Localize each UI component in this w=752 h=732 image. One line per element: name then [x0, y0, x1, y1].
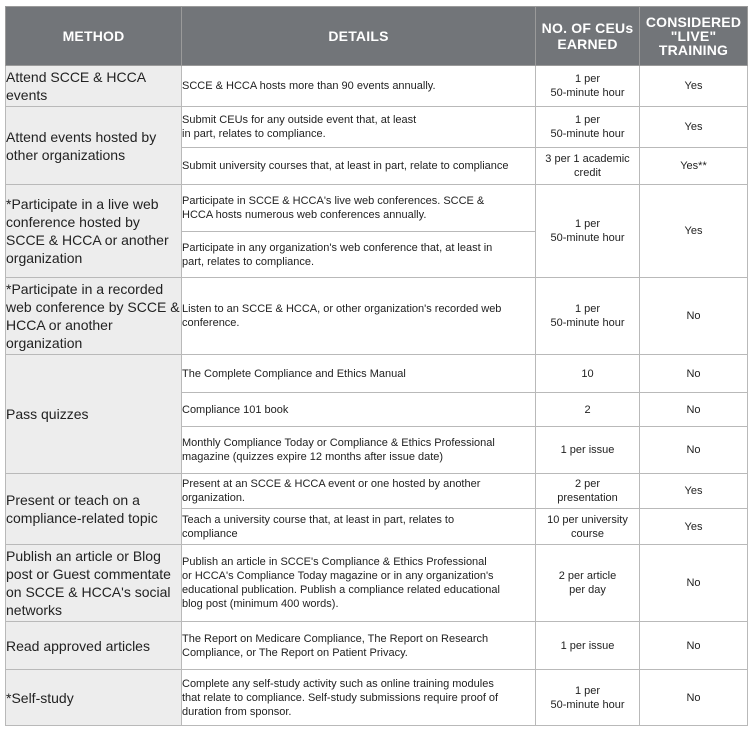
method-attend-scce-hcca-events: Attend SCCE & HCCA events: [6, 66, 182, 107]
table-row: [6, 185, 748, 232]
table-row: [6, 545, 748, 622]
table-row: [6, 670, 748, 726]
details-cell: Listen to an SCCE & HCCA, or other organization's recorded web conference.: [182, 278, 536, 355]
ceus-cell: 1 per 50-minute hour: [536, 670, 640, 726]
live-cell: Yes: [640, 185, 748, 278]
header-considered-live-training: CONSIDERED "LIVE" TRAINING: [640, 7, 748, 66]
method-pass-quizzes: Pass quizzes: [6, 355, 182, 474]
details-cell: Compliance 101 book: [182, 393, 536, 427]
details-cell: Participate in any organization's web conference that, at least in part, relates to compliance.: [182, 232, 536, 278]
live-cell: No: [640, 427, 748, 474]
ceus-cell: 1 per issue: [536, 622, 640, 670]
ceus-cell: 1 per 50-minute hour: [536, 278, 640, 355]
header-ceus-earned: NO. OF CEUs EARNED: [536, 7, 640, 66]
table-row: [6, 107, 748, 148]
ceus-cell: 1 per 50-minute hour: [536, 185, 640, 278]
method-recorded-web-conference: *Participate in a recorded web conference by SCCE & HCCA or another organization: [6, 278, 182, 355]
table-row: [6, 355, 748, 393]
table-row: [6, 622, 748, 670]
details-cell: Present at an SCCE & HCCA event or one hosted by another organization.: [182, 474, 536, 509]
details-cell: Publish an article in SCCE's Compliance & Ethics Professional or HCCA's Compliance Today magazine or in any organization's educational publication. Publish a compliance related educational blog post (minimum 400 words).: [182, 545, 536, 622]
live-cell: No: [640, 393, 748, 427]
ceus-cell: 2 per article per day: [536, 545, 640, 622]
ceus-cell: 3 per 1 academic credit: [536, 148, 640, 185]
details-cell: SCCE & HCCA hosts more than 90 events annually.: [182, 66, 536, 107]
details-cell: Monthly Compliance Today or Compliance & Ethics Professional magazine (quizzes expire 12 months after issue date): [182, 427, 536, 474]
live-cell: Yes**: [640, 148, 748, 185]
details-cell: The Report on Medicare Compliance, The Report on Research Compliance, or The Report on Patient Privacy.: [182, 622, 536, 670]
details-cell: Submit CEUs for any outside event that, at least in part, relates to compliance.: [182, 107, 536, 148]
ceus-cell: 10: [536, 355, 640, 393]
ceus-cell: 1 per issue: [536, 427, 640, 474]
details-cell: Submit university courses that, at least in part, relate to compliance: [182, 148, 536, 185]
live-cell: Yes: [640, 66, 748, 107]
ceus-cell: 1 per 50-minute hour: [536, 66, 640, 107]
ceu-methods-table: [5, 6, 748, 726]
method-read-approved-articles: Read approved articles: [6, 622, 182, 670]
live-cell: No: [640, 278, 748, 355]
ceus-cell: 2: [536, 393, 640, 427]
header-details: DETAILS: [182, 7, 536, 66]
method-self-study: *Self-study: [6, 670, 182, 726]
method-present-or-teach: Present or teach on a compliance-related topic: [6, 474, 182, 545]
details-cell: Participate in SCCE & HCCA's live web conferences. SCCE & HCCA hosts numerous web conferences annually.: [182, 185, 536, 232]
live-cell: Yes: [640, 474, 748, 509]
table-row: [6, 474, 748, 509]
method-live-web-conference: *Participate in a live web conference hosted by SCCE & HCCA or another organization: [6, 185, 182, 278]
ceus-cell: 10 per university course: [536, 509, 640, 545]
header-row: [6, 7, 748, 66]
method-publish-article: Publish an article or Blog post or Guest commentate on SCCE & HCCA's social networks: [6, 545, 182, 622]
method-attend-other-organizations: Attend events hosted by other organizations: [6, 107, 182, 185]
live-cell: Yes: [640, 509, 748, 545]
live-cell: Yes: [640, 107, 748, 148]
ceus-cell: 1 per 50-minute hour: [536, 107, 640, 148]
table-row: [6, 66, 748, 107]
details-cell: Complete any self-study activity such as online training modules that relate to compliance. Self-study submissions require proof of duration from sponsor.: [182, 670, 536, 726]
table-row: [6, 278, 748, 355]
details-cell: Teach a university course that, at least in part, relates to compliance: [182, 509, 536, 545]
live-cell: No: [640, 355, 748, 393]
ceus-cell: 2 per presentation: [536, 474, 640, 509]
header-method: METHOD: [6, 7, 182, 66]
details-cell: The Complete Compliance and Ethics Manual: [182, 355, 536, 393]
live-cell: No: [640, 545, 748, 622]
live-cell: No: [640, 670, 748, 726]
live-cell: No: [640, 622, 748, 670]
